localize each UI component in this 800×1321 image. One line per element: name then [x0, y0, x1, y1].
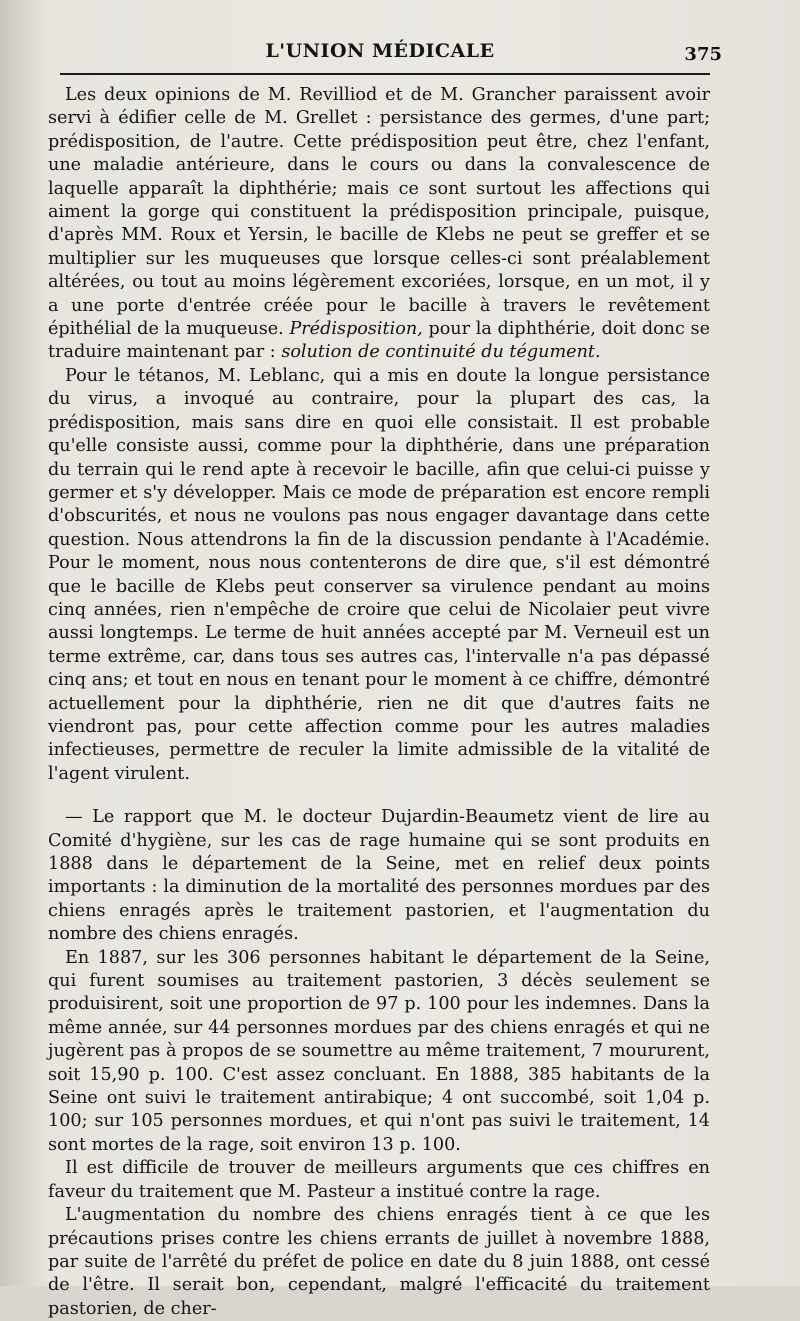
body-text [48, 84, 710, 1321]
paragraph-chiens-enrages: L'augmentation du nombre des chiens enragés tient à ce que les précautions prises contre les chiens errants de juillet à novembre 1888, par suite de l'arrêté du préfet de police en date du 8 juin 1888, ont cessé de l'être. Il serait bon, cependant, malgré l'efficacité du traitement pastorien, de cher- [48, 1205, 710, 1319]
header-rule [60, 73, 710, 75]
paragraph-text: Les deux opinions de M. Revilliod et de M. Grancher paraissent avoir servi à édifier celle de M. Grellet : persistance des germes, d'une part; prédisposition, de l'autre. Cette prédisposition peut être, chez l'enfant, une maladie antérieure, dans le cours ou dans la convalescence de laquelle apparaît la diphthérie; mais ce sont surtout les affections qui aiment la gorge qui constituent la prédisposition principale, puisque, d'après MM. Roux et Yersin, le bacille de Klebs ne peut se greffer et se multiplier sur les muqueuses que lorsque celles-ci sont préalablement altérées, ou tout au moins légèrement excoriées, lorsque, en un mot, il y a une porte d'entrée créée pour le bacille à travers le revêtement épithélial de la muqueuse. [48, 85, 710, 340]
paragraph-arguments: Il est difficile de trouver de meilleurs arguments que ces chiffres en faveur du traitement que M. Pasteur a institué contre la rage. [48, 1158, 710, 1202]
paragraph-tetanos: Pour le tétanos, M. Leblanc, qui a mis en doute la longue persistance du virus, a invoqué au contraire, pour la plupart des cas, la prédisposition, mais sans dire en quoi elle consistait. Il est probable qu'elle consiste aussi, comme pour la diphthérie, dans une préparation du terrain qui le rend apte à recevoir le bacille, afin que celui-ci puisse y germer et s'y développer. Mais ce mode de préparation est encore rempli d'obscurités, et nous ne voulons pas nous engager davantage dans cette question. Nous attendrons la fin de la discussion pendante à l'Académie. Pour le moment, nous nous contenterons de dire que, s'il est démontré que le bacille de Klebs peut conserver sa virulence pendant au moins cinq années, rien n'empêche de croire que celui de Nicolaier peut vivre aussi longtemps. Le terme de huit années accepté par M. Verneuil est un terme extrême, car, dans tous ses autres cas, l'intervalle n'a pas dépassé cinq ans; et tout en nous en tenant pour le moment à ce chiffre, démontré actuellement pour la diphthérie, rien ne dit que d'autres faits ne viendront pas, pour cette affection comme pour les autres maladies infectieuses, permettre de reculer la limite admissible de la vitalité de l'agent virulent. [48, 365, 710, 784]
running-title: L'UNION MÉDICALE [265, 40, 495, 62]
paragraph-rapport-rage: — Le rapport que M. le docteur Dujardin-Beaumetz vient de lire au Comité d'hygiène, sur les cas de rage humaine qui se sont produits en 1888 dans le département de la Seine, met en relief deux points importants : la diminution de la mortalité des personnes mordues par des chiens enragés après le traitement pastorien, et l'augmentation du nombre des chiens enragés. [48, 807, 710, 945]
paragraph-statistiques: En 1887, sur les 306 personnes habitant le département de la Seine, qui furent soumises au traitement pastorien, 3 décès seulement se produisirent, soit une proportion de 97 p. 100 pour les indemnes. Dans la même année, sur 44 personnes mordues par des chiens enragés et qui ne jugèrent pas à propos de se soumettre au même traitement, 7 moururent, soit 15,90 p. 100. C'est assez concluant. En 1888, 385 habitants de la Seine ont suivi le traitement antirabique; 4 ont succombé, soit 1,04 p. 100; sur 105 personnes mordues, et qui n'ont pas suivi le traitement, 14 sont mortes de la rage, soit environ 13 p. 100. [48, 947, 710, 1155]
page-number: 375 [684, 44, 722, 65]
paragraph-text: pour la diphthérie, doit donc se traduire maintenant par : [48, 319, 710, 363]
italic-term: Prédisposition, [289, 319, 423, 340]
paragraph-predisposition [48, 84, 710, 365]
italic-term: solution de continuité du tégument. [281, 342, 601, 363]
page-header [50, 40, 722, 72]
